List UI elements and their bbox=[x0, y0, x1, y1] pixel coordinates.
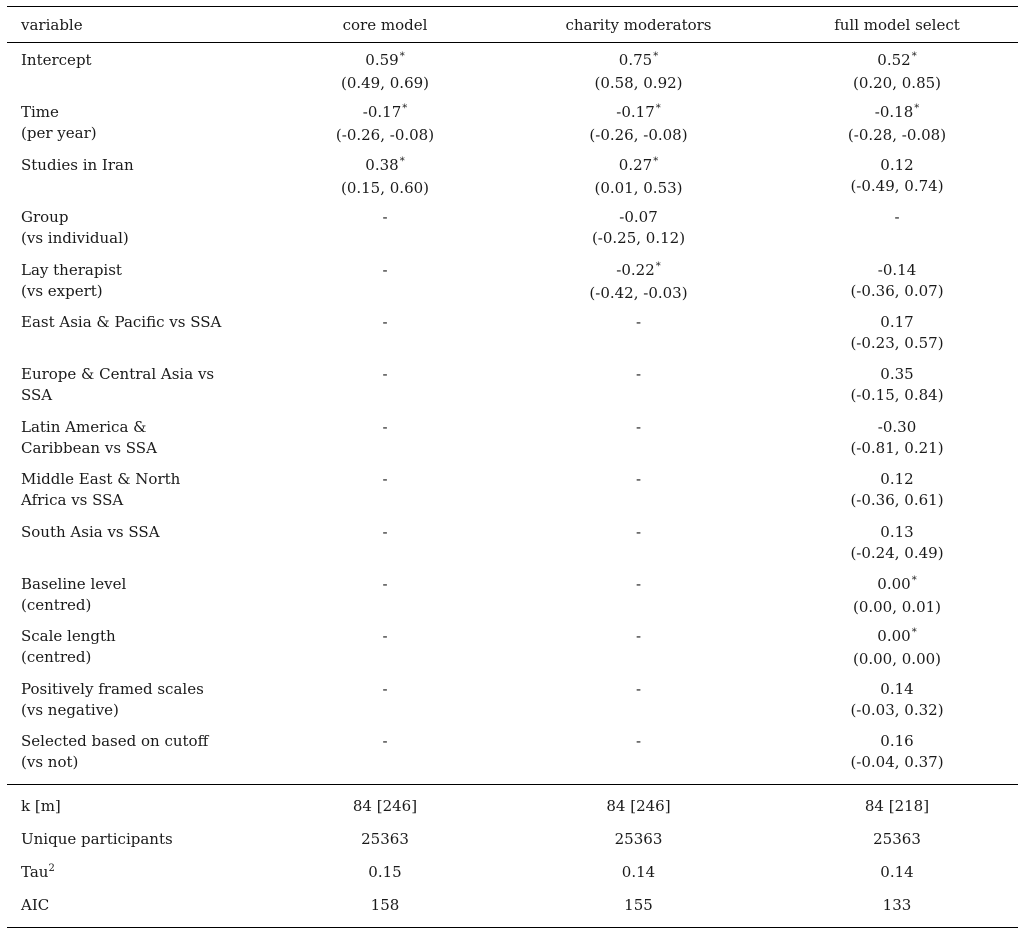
row-label bbox=[7, 149, 269, 176]
significance-star: * bbox=[402, 103, 408, 115]
row-label-line: Studies in Iran bbox=[21, 155, 134, 174]
estimate-value: 0.12 bbox=[880, 470, 914, 489]
table-header bbox=[7, 7, 1018, 42]
table-row bbox=[7, 44, 1018, 96]
estimate-value: 0.14 bbox=[880, 679, 914, 698]
estimate-value: 0.13 bbox=[880, 522, 914, 541]
table-row bbox=[7, 673, 1018, 725]
estimate-value: 0.52* bbox=[877, 51, 917, 69]
estimate-value: 0.17 bbox=[880, 312, 914, 331]
confidence-interval: (0.58, 0.92) bbox=[594, 74, 683, 92]
footer-cell: 84 [246] bbox=[352, 797, 418, 816]
confidence-interval: (-0.26, -0.08) bbox=[589, 126, 688, 145]
table-row bbox=[7, 568, 1018, 620]
row-label bbox=[7, 463, 269, 511]
significance-star: * bbox=[655, 103, 661, 115]
footer-cell: 155 bbox=[624, 896, 653, 915]
footer-cell: 25363 bbox=[873, 830, 921, 849]
estimate-value: 0.27* bbox=[618, 155, 659, 174]
table-cell bbox=[269, 306, 501, 333]
significance-star: * bbox=[911, 51, 917, 62]
footer-row bbox=[7, 823, 1018, 856]
estimate-value: 0.12 bbox=[880, 155, 914, 174]
table-cell bbox=[269, 201, 501, 228]
row-label bbox=[7, 306, 269, 333]
significance-star: * bbox=[911, 574, 917, 586]
row-label-line: Europe & Central Asia vs bbox=[21, 365, 215, 384]
table-cell bbox=[776, 201, 1018, 228]
table-row bbox=[7, 411, 1018, 463]
row-label-line: Lay therapist bbox=[21, 260, 122, 279]
row-label bbox=[7, 516, 269, 543]
estimate-value: - bbox=[635, 312, 642, 331]
footer-label bbox=[7, 796, 269, 817]
confidence-interval: (-0.36, 0.07) bbox=[850, 281, 944, 300]
table-cell bbox=[501, 358, 776, 385]
row-label-line: Selected based on cutoff bbox=[21, 732, 209, 751]
footer-cell: 84 [218] bbox=[864, 797, 930, 816]
header-charity-moderators: charity moderators bbox=[565, 15, 712, 34]
row-label-line: (vs negative) bbox=[21, 700, 119, 719]
table-cell bbox=[269, 516, 501, 543]
table-cell bbox=[501, 725, 776, 752]
estimate-value: -0.07 bbox=[619, 208, 658, 227]
table-cell bbox=[269, 463, 501, 490]
footer-label-text: Unique participants bbox=[21, 830, 173, 849]
table-row bbox=[7, 254, 1018, 306]
table-row bbox=[7, 620, 1018, 672]
significance-star: * bbox=[914, 103, 920, 115]
estimate-value: - bbox=[382, 417, 388, 436]
row-label bbox=[7, 725, 269, 773]
table-cell bbox=[776, 411, 1018, 459]
results-table bbox=[7, 6, 1018, 928]
confidence-interval: (0.15, 0.60) bbox=[340, 178, 430, 197]
row-label bbox=[7, 673, 269, 721]
estimate-value: - bbox=[635, 732, 642, 751]
header-core-model: core model bbox=[342, 15, 428, 34]
estimate-value: 0.35 bbox=[880, 365, 914, 384]
table-cell bbox=[776, 673, 1018, 721]
table-cell bbox=[269, 568, 501, 595]
row-label bbox=[7, 96, 269, 144]
estimate-value: - bbox=[635, 522, 642, 541]
estimate-value: - bbox=[382, 574, 388, 593]
footer-cell: 25363 bbox=[614, 830, 663, 849]
estimate-value: 0.00* bbox=[877, 574, 917, 593]
table-row bbox=[7, 358, 1018, 410]
confidence-interval: (-0.49, 0.74) bbox=[850, 176, 944, 195]
table-row bbox=[7, 201, 1018, 253]
footer-label bbox=[7, 895, 269, 916]
table-cell bbox=[269, 44, 501, 94]
table-cell bbox=[501, 201, 776, 249]
table-row bbox=[7, 463, 1018, 515]
estimate-value: - bbox=[382, 312, 388, 331]
estimate-value: 0.16 bbox=[880, 732, 914, 751]
estimate-value: - bbox=[382, 522, 388, 541]
significance-star: * bbox=[655, 260, 661, 272]
header-variable: variable bbox=[21, 15, 83, 34]
row-label-line: (centred) bbox=[21, 595, 92, 614]
table-cell bbox=[269, 358, 501, 385]
row-label-line: East Asia & Pacific vs SSA bbox=[21, 312, 222, 331]
table-cell bbox=[501, 306, 776, 333]
estimate-value: - bbox=[635, 470, 642, 489]
estimate-value: 0.59* bbox=[365, 51, 405, 69]
footer-cell: 158 bbox=[370, 896, 400, 915]
superscript: 2 bbox=[48, 863, 55, 875]
row-label bbox=[7, 411, 269, 459]
estimate-value: - bbox=[635, 365, 642, 384]
table-body bbox=[7, 43, 1018, 784]
confidence-interval: (-0.25, 0.12) bbox=[591, 229, 686, 248]
table-cell bbox=[776, 44, 1018, 94]
row-label-line: Latin America & bbox=[21, 417, 147, 436]
table-cell bbox=[776, 620, 1018, 670]
table-row bbox=[7, 149, 1018, 201]
table-cell bbox=[269, 254, 501, 281]
row-label-line: Africa vs SSA bbox=[21, 491, 124, 510]
table-row bbox=[7, 306, 1018, 358]
table-cell bbox=[501, 673, 776, 700]
confidence-interval: (0.01, 0.53) bbox=[594, 178, 683, 197]
estimate-value: 0.38* bbox=[365, 155, 405, 174]
estimate-value: 0.75* bbox=[618, 51, 659, 69]
estimate-value: 0.00* bbox=[877, 627, 917, 646]
row-label bbox=[7, 254, 269, 302]
estimate-value: -0.17* bbox=[362, 103, 408, 122]
footer-label-text: AIC bbox=[21, 896, 50, 915]
estimate-value: - bbox=[382, 365, 388, 384]
footer-cell: 84 [246] bbox=[606, 797, 671, 816]
row-label-line: Positively framed scales bbox=[21, 679, 204, 698]
row-label-line: South Asia vs SSA bbox=[21, 522, 160, 541]
confidence-interval: (-0.36, 0.61) bbox=[850, 491, 944, 510]
significance-star: * bbox=[911, 627, 917, 639]
row-label-line: (per year) bbox=[21, 124, 97, 143]
row-label-line: Scale length bbox=[21, 627, 116, 646]
footer-label-text: Tau bbox=[21, 863, 49, 882]
table-cell bbox=[501, 149, 776, 199]
footer-cell: 25363 bbox=[361, 830, 409, 849]
confidence-interval: (0.20, 0.85) bbox=[852, 74, 942, 92]
estimate-value: - bbox=[382, 627, 388, 646]
estimate-value: -0.30 bbox=[877, 417, 917, 436]
estimate-value: -0.18* bbox=[874, 103, 920, 122]
table-footer bbox=[7, 785, 1018, 927]
confidence-interval: (-0.03, 0.32) bbox=[850, 700, 944, 719]
footer-row bbox=[7, 790, 1018, 823]
row-label-line: (vs not) bbox=[21, 753, 79, 772]
confidence-interval: (0.00, 0.00) bbox=[852, 650, 942, 669]
row-label-line: Caribbean vs SSA bbox=[21, 438, 157, 457]
estimate-value: -0.14 bbox=[877, 260, 917, 279]
table-cell bbox=[269, 620, 501, 647]
confidence-interval: (-0.28, -0.08) bbox=[847, 126, 947, 145]
significance-star: * bbox=[653, 51, 659, 62]
row-label-line: (centred) bbox=[21, 648, 92, 667]
table-cell bbox=[501, 411, 776, 438]
estimate-value: - bbox=[382, 470, 388, 489]
row-label bbox=[7, 568, 269, 616]
confidence-interval: (0.00, 0.01) bbox=[852, 597, 942, 616]
estimate-value: -0.17* bbox=[616, 103, 661, 122]
estimate-value: -0.22* bbox=[616, 260, 661, 279]
estimate-value: - bbox=[635, 627, 642, 646]
footer-label-text: k [m] bbox=[21, 797, 61, 816]
table-cell bbox=[776, 254, 1018, 302]
table-cell bbox=[501, 463, 776, 490]
estimate-value: - bbox=[382, 208, 388, 227]
confidence-interval: (-0.23, 0.57) bbox=[850, 333, 944, 352]
footer-row bbox=[7, 856, 1018, 889]
footer-label bbox=[7, 829, 269, 850]
footer-label bbox=[7, 862, 269, 883]
confidence-interval: (-0.42, -0.03) bbox=[589, 283, 688, 302]
row-label-line: (vs expert) bbox=[21, 281, 103, 300]
row-label-line: (vs individual) bbox=[21, 229, 129, 248]
row-label-line: Baseline level bbox=[21, 574, 127, 593]
table-row bbox=[7, 725, 1018, 777]
footer-cell: 0.14 bbox=[621, 863, 656, 882]
row-label-line: SSA bbox=[21, 386, 53, 405]
table-cell bbox=[501, 44, 776, 94]
footer-cell: 0.14 bbox=[880, 863, 914, 882]
table-cell bbox=[776, 96, 1018, 146]
confidence-interval: (-0.26, -0.08) bbox=[335, 126, 435, 145]
row-label bbox=[7, 358, 269, 406]
table-cell bbox=[501, 568, 776, 595]
confidence-interval: (-0.24, 0.49) bbox=[850, 543, 944, 562]
estimate-value: - bbox=[382, 732, 388, 751]
row-label bbox=[7, 201, 269, 249]
row-label-line: Intercept bbox=[21, 51, 92, 69]
table-cell bbox=[501, 254, 776, 304]
significance-star: * bbox=[399, 155, 405, 167]
table-cell bbox=[776, 725, 1018, 773]
row-label bbox=[7, 620, 269, 668]
table-row bbox=[7, 96, 1018, 148]
confidence-interval: (-0.04, 0.37) bbox=[850, 753, 944, 772]
table-cell bbox=[501, 620, 776, 647]
row-label bbox=[7, 44, 269, 71]
table-cell bbox=[776, 358, 1018, 406]
confidence-interval: (-0.81, 0.21) bbox=[850, 438, 944, 457]
table-cell bbox=[269, 725, 501, 752]
estimate-value: - bbox=[635, 574, 642, 593]
table-cell bbox=[776, 149, 1018, 197]
table-cell bbox=[269, 411, 501, 438]
estimate-value: - bbox=[635, 679, 642, 698]
table-cell bbox=[776, 516, 1018, 564]
row-label-line: Time bbox=[21, 103, 59, 122]
table-row bbox=[7, 516, 1018, 568]
significance-star: * bbox=[399, 51, 405, 62]
table-cell bbox=[269, 96, 501, 146]
table-cell bbox=[269, 149, 501, 199]
header-full-model-select: full model select bbox=[834, 15, 960, 34]
table-cell bbox=[501, 96, 776, 146]
significance-star: * bbox=[653, 155, 659, 167]
table-cell bbox=[776, 306, 1018, 354]
estimate-value: - bbox=[382, 260, 388, 279]
estimate-value: - bbox=[382, 679, 388, 698]
footer-row bbox=[7, 889, 1018, 922]
estimate-value: - bbox=[635, 417, 642, 436]
row-label-line: Middle East & North bbox=[21, 470, 181, 489]
footer-cell: 133 bbox=[882, 896, 912, 915]
footer-cell: 0.15 bbox=[368, 863, 402, 882]
table-cell bbox=[776, 568, 1018, 618]
row-label-line: Group bbox=[21, 208, 69, 227]
table-cell bbox=[776, 463, 1018, 511]
table-cell bbox=[269, 673, 501, 700]
confidence-interval: (0.49, 0.69) bbox=[340, 74, 430, 92]
table-cell bbox=[501, 516, 776, 543]
confidence-interval: (-0.15, 0.84) bbox=[850, 386, 944, 405]
estimate-value: - bbox=[894, 208, 900, 227]
